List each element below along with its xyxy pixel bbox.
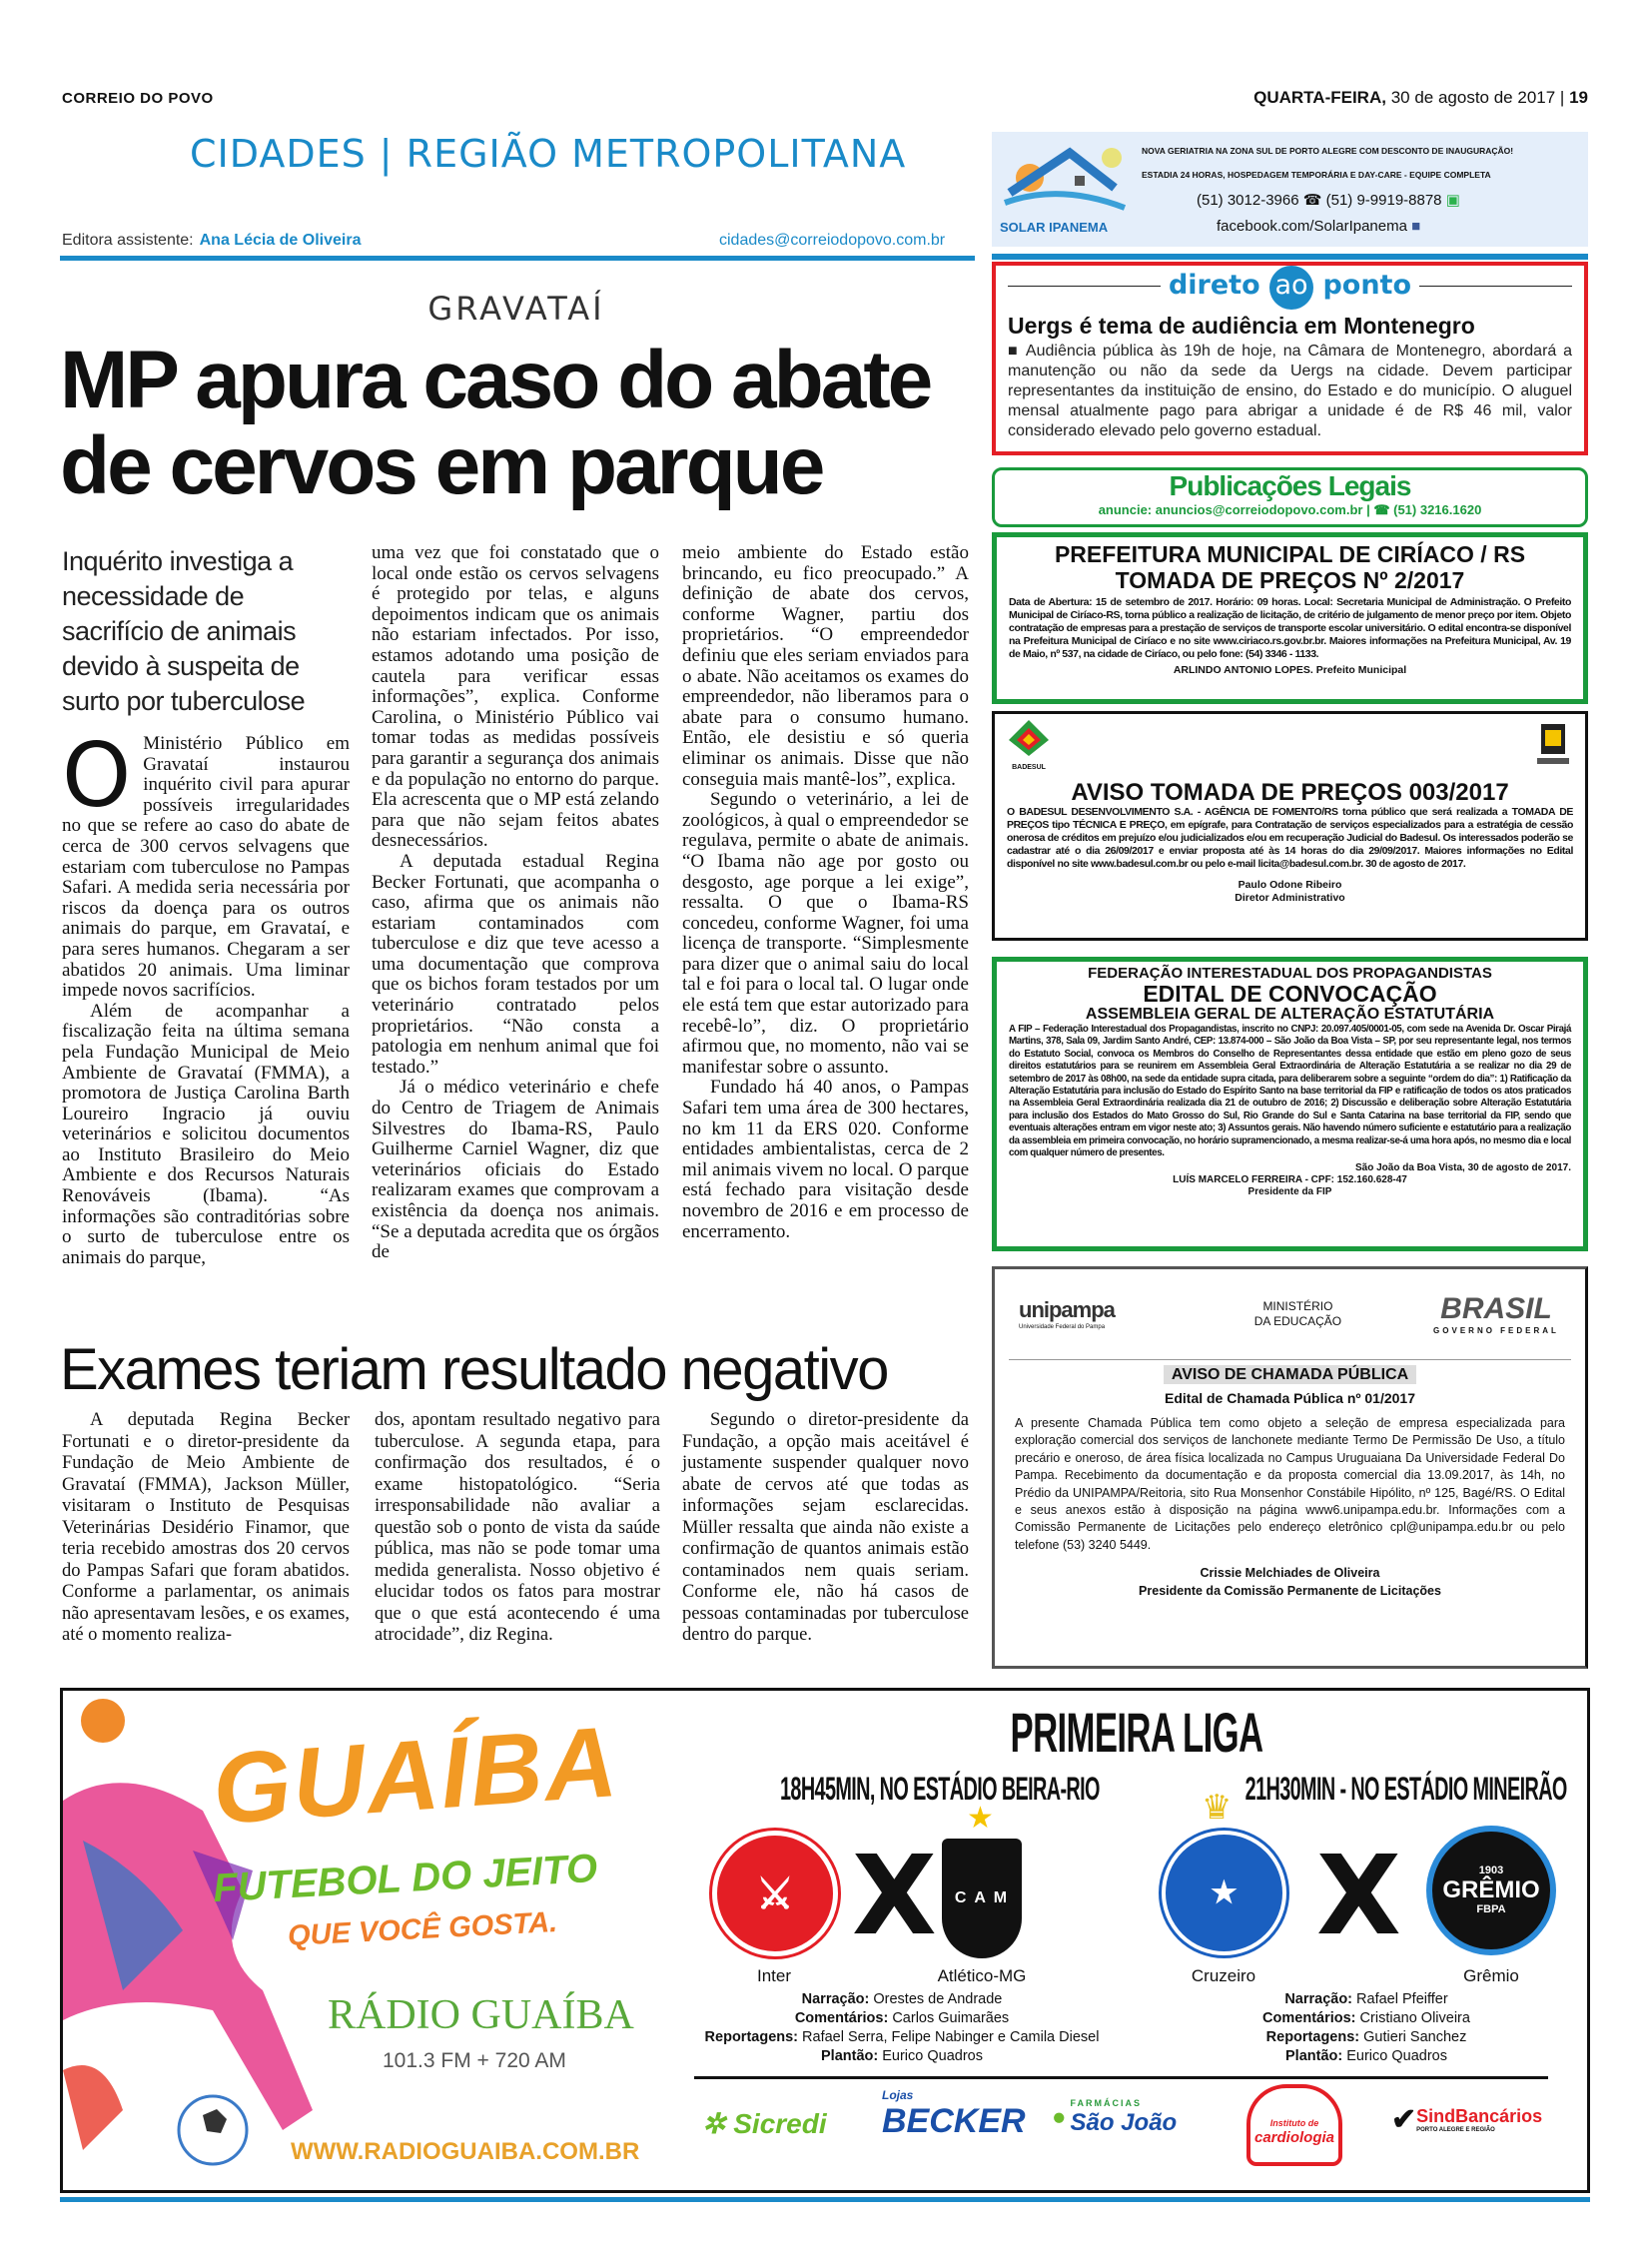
sponsor-sub: Instituto de — [1269, 2118, 1319, 2128]
notice-body: A presente Chamada Pública tem como objeto a seleção de empresa especializada para exploração comercial dos serviços de lanchonete mediante Termo De Permissão De Uso, a título precário e oneroso, de área física localizada no Campus Uruguaiana Da Universidade Federal Do Pampa. Recebimento da documentação e da proposta comercial dia 13.09.2017, às 14h, no Prédio da UNIPAMPA/Reitoria, sito Rua Monsenhor Constábile Hipólito, nº 125, Bagé/RS. O Edital e seus anexos estão à disposição na página www6.unipampa.edu.br. Informações com a Comissão Permanente de Licitações pelo endereço eletrônico cpl@unipampa.edu.br ou pelo telefone (53) 3240 5449. — [1015, 1416, 1565, 1552]
editor-name: Ana Lécia de Oliveira — [199, 232, 362, 249]
cruzeiro-crest-icon: ★ — [1162, 1831, 1286, 1955]
paragraph: Fundado há 40 anos, o Pampas Safari tem uma área de 300 hectares, no km 11 da ERS 020. Conforme entidades ambientalistas, cerca de 2 mil animais vivem no local. O parque está fechado para visitação desde novembro de 2016 e em processo de encerramento. — [682, 1077, 969, 1242]
match-time: 18H45MIN, NO ESTÁDIO BEIRA-RIO — [780, 1771, 1100, 1807]
guaiba-slogan-1: FUTEBOL DO JEITO — [212, 1846, 599, 1911]
brasil-logo — [1421, 1292, 1571, 1336]
radio-guaiba-ad[interactable] — [60, 1688, 1590, 2193]
atletico-crest-icon: C A M — [942, 1839, 1022, 1958]
signer: Paulo Odone Ribeiro — [1238, 879, 1342, 891]
check-icon: ✔ — [1391, 2103, 1417, 2136]
house-logo-icon — [1000, 138, 1130, 218]
paragraph: Segundo o veterinário, a lei de zoológicos, à qual o empreendedor se regulava, permite o abate de animais. “O Ibama não age por gosto ou desgosto, age porque a lei exige”, ressalta. O que o Ibama-RS concedeu, conforme Wagner, foi uma licença de transporte. “Simplesmente para dizer que o animal saiu do local tal e foi para o local tal. O lugar onde ele está tem que estar autorizado para recebê-lo”, diz. O proprietário afirmou que, no momento, não vai se manifestar sobre o assunto. — [682, 789, 969, 1078]
publicacoes-title: Publicações Legais — [1169, 470, 1411, 501]
notice-signature — [1007, 879, 1573, 905]
ad-phones — [1197, 192, 1460, 210]
logo-word: direto — [1168, 270, 1260, 301]
sponsor-sub: PORTO ALEGRE E REGIÃO — [1416, 2126, 1495, 2133]
team-name: Grêmio — [1463, 1966, 1519, 1985]
article-kicker: GRAVATAÍ — [427, 290, 605, 328]
credit-label: Narração: — [1284, 1991, 1353, 2007]
article-column-3 — [682, 543, 969, 1242]
team-name: Atlético-MG — [937, 1966, 1027, 1985]
article-bottom-column-1 — [62, 1410, 350, 1647]
credit-label: Plantão: — [1285, 2048, 1343, 2064]
credit-value: Carlos Guimarães — [892, 2010, 1010, 2026]
team-name: Cruzeiro — [1191, 1966, 1256, 1985]
sponsor-name: Sicredi — [733, 2108, 827, 2139]
legal-notice-badesul — [992, 711, 1588, 941]
unipampa-logo — [1009, 1297, 1115, 1331]
notice-header — [1009, 1359, 1571, 1407]
credit-value: Gutieri Sanchez — [1363, 2029, 1467, 2045]
masthead: CORREIO DO POVO — [62, 90, 214, 107]
credit-value: Rafael Serra, Felipe Nabinger e Camila Diesel — [802, 2029, 1100, 2045]
match-1-time — [682, 1771, 1122, 1807]
date: 30 de agosto de 2017 — [1390, 88, 1556, 107]
logo-text: BRASIL — [1440, 1292, 1552, 1325]
sicredi-icon: ✲ — [702, 2108, 726, 2139]
guaiba-logo: GUAÍBA — [209, 1705, 622, 1847]
phone-icon: ☎ — [1302, 192, 1322, 209]
editor-line — [62, 232, 361, 250]
notice-subtitle: ASSEMBLEIA GERAL DE ALTERAÇÃO ESTATUTÁRIA — [1085, 1006, 1495, 1023]
direto-ao-ponto-box — [992, 262, 1588, 455]
phone: (51) 9-9919-8878 — [1325, 192, 1442, 209]
page-number: 19 — [1569, 88, 1588, 107]
headline-line: de cervos em parque — [60, 420, 823, 511]
notice-title: TOMADA DE PREÇOS Nº 2/2017 — [1115, 567, 1465, 593]
signer-role: Presidente da Comissão Permanente de Licitações — [1139, 1584, 1441, 1599]
article-headline — [60, 335, 979, 511]
paragraph: meio ambiente do Estado estão brincando, eu fico preocupado.” A definição de abate dos cervos, conforme Wagner, partiu dos proprietários. “O empreendedor definiu que eles seriam enviados para o abate. Não aceitamos os exames do empreendedor, não liberamos para o abate para o consumo humano. Então, ele desistiu e só queria eliminar os animais. Disse que não conseguia mais mantê-los”, explica. — [682, 542, 969, 790]
notice-signature: ARLINDO ANTONIO LOPES. Prefeito Municipal — [1173, 664, 1407, 676]
article-bottom-column-3 — [682, 1410, 969, 1647]
ad-facebook — [1217, 218, 1420, 236]
crest-year: 1903 — [1478, 1865, 1504, 1876]
sponsor-sub: Lojas — [882, 2088, 914, 2102]
credit-value: Eurico Quadros — [882, 2048, 983, 2064]
notice-body: Data de Abertura: 15 de setembro de 2017. Horário: 09 horas. Local: Secretaria Municipal de Administração. O Prefeito Municipal de Ciríaco-RS, torna público a realização de licitação, de critério de julgamento de menor preço por item. Objeto contratação de empresas para a prestação de serviços de transporte escolar universitário. O edital encontra-se disponível na Prefeitura Municipal de Ciríaco e no site www.ciriaco.rs.gov.br.br. Maiores informações na Prefeitura Municipal, Av. 19 de Maio, nº 537, na cidade de Ciríaco, ou pelo fone: (54) 3346 - 1133. — [1009, 596, 1571, 660]
crest-text: GRÊMIO — [1442, 1876, 1540, 1903]
sponsor-cardiologia — [1246, 2084, 1342, 2166]
article-bottom-column-2 — [375, 1410, 660, 1647]
paragraph: dos, apontam resultado negativo para tuberculose. A segunda etapa, para confirmação dos resultados, é o exame histopatológico. “Seria irresponsabilidade não avaliar a questão sob o ponto de vista da saúde pública, mas não se pode tomar uma medida generalista. Nosso objetivo é elucidar todos os fatos para mostrar que o que está acontecendo é uma atrocidade”, diz Regina. — [375, 1410, 660, 1645]
notice-title: AVISO TOMADA DE PREÇOS 003/2017 — [1071, 779, 1509, 806]
credit-label: Reportagens: — [704, 2029, 799, 2045]
ministry-label: MINISTÉRIO DA EDUCAÇÃO — [1253, 1299, 1342, 1328]
sponsor-becker — [882, 2088, 1026, 2140]
match-2-credits — [1147, 1990, 1586, 2066]
crest-sub: FBPA — [1476, 1903, 1506, 1915]
phone: (51) 3012-3966 — [1197, 192, 1299, 209]
sponsor-name: BECKER — [882, 2102, 1026, 2140]
badesul-logo-icon — [1007, 718, 1051, 758]
notice-body: A FIP – Federação Interestadual dos Propagandistas, inscrito no CNPJ: 20.097.405/0001-05, com sede na Avenida Dr. Oscar Pirajá Martins, 378, Sala 09, Jardim Santo André, CEP: 13.874-000 – São João da Boa Vista – SP, por seu representante legal, nos termos do Estatuto Social, convoca os Membros do Conselho de Representantes dessa entidade que estão em pleno gozo de seus direitos estatutários para se reunirem em Assembleia Geral Extraordinária de Alteração Estatutária a se realizar no dia 29 de setembro de 2017 às 08h00, na sede da entidade supra citada, para deliberarem sobre a seguinte “ordem do dia”: 1) Ratificação da Alteração Estatutária para inclusão do Estado do Espírito Santo na base territorial da FIP e ratificação de todos os atos praticados na Assembleia Geral Extraordinária realizada dia 21 de outubro de 2016; 2) Discussão e deliberação sobre Alteração Estatutária para inclusão dos Estados do Mato Grosso do Sul, Rio Grande do Sul e Santa Catarina na base territorial da FIP, sendo que eventuais alterações entram em vigor neste ato; 3) Assuntos gerais. Não havendo número suficiente e estatutário para a realização da assembleia em primeira convocação, no horário supramencionado, a mesma realizar-se-á uma hora após, no mesmo dia e local com qualquer número de presentes. — [1009, 1024, 1571, 1159]
credit-label: Narração: — [801, 1991, 870, 2007]
headline-line: MP apura caso do abate — [60, 335, 931, 425]
divider — [60, 2197, 1590, 2202]
crown-icon: ♛ — [1202, 1789, 1233, 1827]
article-column-1 — [62, 724, 350, 1268]
notice-title: AVISO DE CHAMADA PÚBLICA — [1164, 1365, 1416, 1384]
ad-line: ESTADIA 24 HORAS, HOSPEDAGEM TEMPORÁRIA E DAY-CARE - EQUIPE COMPLETA — [1142, 170, 1491, 180]
ad-line: NOVA GERIATRIA NA ZONA SUL DE PORTO ALEGRE COM DESCONTO DE INAUGURAÇÃO! — [1142, 146, 1514, 156]
divider — [992, 254, 1588, 260]
credit-label: Reportagens: — [1265, 2029, 1360, 2045]
signer: Crissie Melchiades de Oliveira — [1200, 1566, 1380, 1581]
direto-body — [1008, 342, 1572, 441]
signer: LUÍS MARCELO FERREIRA - CPF: 152.160.628-47 — [1173, 1174, 1407, 1186]
notice-title: EDITAL DE CONVOCAÇÃO — [1143, 981, 1437, 1007]
legal-notice-fip — [992, 957, 1588, 1251]
whatsapp-icon: ▣ — [1445, 192, 1460, 209]
article-column-2 — [372, 543, 659, 1263]
logo-text: unipampa — [1019, 1297, 1115, 1322]
league-title — [682, 1701, 1591, 1765]
paragraph: Segundo o diretor-presidente da Fundação, a opção mais aceitável é justamente suspender qualquer novo abate de cervos até que todas as informações sejam esclarecidas. Müller ressalta que ainda não existe a confirmação de quantos animais estão contaminados nem quais seriam. Conforme ele, não há casos de pessoas contaminadas por tuberculose dentro do parque. — [682, 1410, 969, 1645]
notice-title: PREFEITURA MUNICIPAL DE CIRÍACO / RS — [1054, 541, 1526, 567]
direto-logo — [1008, 266, 1572, 310]
signer-role: Diretor Administrativo — [1235, 892, 1345, 904]
logo-text: BADESUL — [1012, 764, 1046, 771]
paragraph: A deputada estadual Regina Becker Fortunati, que acompanha o caso, afirma que os animais não estariam contaminados com tuberculose e diz que teve acesso a uma documentação que comprova que os bichos foram testados por um veterinário contratado pelos proprietários. “Não consta a patologia em nenhum animal que foi testado.” — [372, 850, 659, 1078]
facebook-url: facebook.com/SolarIpanema — [1217, 218, 1407, 235]
sponsor-sub: FARMÁCIAS — [1070, 2098, 1142, 2108]
star-icon: ★ — [967, 1802, 994, 1835]
credit-value: Cristiano Oliveira — [1359, 2010, 1470, 2026]
radio-url[interactable]: WWW.RADIOGUAIBA.COM.BR — [291, 2138, 640, 2165]
sponsor-sicredi — [702, 2108, 827, 2140]
radio-name: RÁDIO GUAÍBA — [328, 1992, 634, 2038]
paragraph: Já o médico veterinário e chefe do Centro de Triagem de Animais Silvestres do Ibama-RS, Paulo Guilherme Carniel Wagner, diz que veterinários oficiais do Estado realizaram exames que comprovam a existência da doença nos animais. “Se a deputada acredita que os órgãos de — [372, 1077, 659, 1263]
publicacoes-legais-header — [992, 467, 1588, 527]
badesul-logo — [1007, 718, 1051, 780]
notice-signature — [1009, 1564, 1571, 1600]
article-deck: Inquérito investiga a necessidade de sacrifício de animais devido à suspeita de surto por tuberculose — [62, 546, 306, 716]
weekday: QUARTA-FEIRA, — [1253, 88, 1386, 107]
paragraph: uma vez que foi constatado que o local onde estão os cervos selvagens é protegido por telas, e alguns depoimentos indicam que os animais não estariam infectados. Por isso, estamos adotando uma posição de cautela para verificar essas informações”, explica. Conforme Carolina, o Ministério Público vai tomar todas as medidas possíveis para garantir a segurança dos animais e da população no entorno do parque. Ela acrescenta que o MP está zelando para que não sejam feitos abates desnecessários. — [372, 542, 659, 852]
credit-value: Orestes de Andrade — [873, 1991, 1003, 2007]
bullet-icon: ■ — [1008, 343, 1026, 360]
credit-label: Comentários: — [794, 2010, 889, 2026]
notice-org: FEDERAÇÃO INTERESTADUAL DOS PROPAGANDISTAS — [1088, 965, 1492, 982]
editor-label: Editora assistente: — [62, 232, 194, 249]
inter-crest-icon: ⚔ — [712, 1831, 838, 1956]
sponsor-sindbancarios — [1391, 2102, 1542, 2137]
body-text: Audiência pública às 19h de hoje, na Câmara de Montenegro, abordará a manutenção ou não da sede da Uergs na cidade. Devem participar representantes da instituição de ensino, do Estado e do município. O aluguel mensal atualmente pago para abrigar a unidade é de R$ 46 mil, valor considerado elevado pelo governo estadual. — [1008, 343, 1572, 439]
paragraph: Além de acompanhar a fiscalização feita na última semana pela Fundação Municipal de Meio Ambiente de Gravataí (FMMA), a promotora de Justiça Carolina Barth Loureiro Ingracio já ouviu veterinários e solicitou documentos ao Instituto Brasileiro do Meio Ambiente e dos Recursos Naturais Renováveis (Ibama). “As informações são contraditórias sobre o surto de tuberculose entre os animais do parque, — [62, 1000, 350, 1268]
credit-label: Comentários: — [1262, 2010, 1356, 2026]
versus-icon: X — [1316, 1832, 1401, 1959]
logo-sub: GOVERNO FEDERAL — [1433, 1326, 1559, 1335]
league-text: PRIMEIRA LIGA — [1010, 1701, 1263, 1764]
notice-logos — [1007, 718, 1573, 780]
divider — [60, 256, 975, 261]
gremio-crest-icon — [1426, 1826, 1556, 1955]
page-info — [1253, 88, 1588, 108]
credit-label: Plantão: — [821, 2048, 879, 2064]
match-time: 21H30MIN - NO ESTÁDIO MINEIRÃO — [1244, 1771, 1567, 1807]
pharmacy-icon: ● — [1052, 2103, 1067, 2131]
notice-subtitle: Edital de Chamada Pública nº 01/2017 — [1165, 1390, 1415, 1406]
logo-circle: ao — [1269, 266, 1313, 310]
legal-notice-unipampa — [992, 1266, 1588, 1669]
credit-value: Rafael Pfeiffer — [1356, 1991, 1448, 2007]
paragraph: Ministério Público em Gravataí instaurou inquérito civil para apurar possíveis irregularidades no que se refere ao caso do abate de cerca de 300 cervos selvagens que estariam com tuberculose no Pampas Safari. A medida seria necessária por riscos da doença para os outros animais do parque, em Gravataí, e para seres humanos. Chegaram a ser abatidos 20 animais. Uma liminar impede novos sacrifícios. — [62, 733, 350, 1002]
section-email[interactable]: cidades@correiodopovo.com.br — [719, 232, 946, 249]
notice-date: São João da Boa Vista, 30 de agosto de 2017. — [1354, 1162, 1571, 1174]
sponsor-name: SindBancários — [1416, 2105, 1543, 2126]
notice-logos — [1009, 1279, 1571, 1349]
direto-title: Uergs é tema de audiência em Montenegro — [1008, 313, 1475, 339]
logo-word: ponto — [1322, 270, 1412, 301]
facebook-icon: ■ — [1411, 218, 1421, 235]
article-subheading: Exames teriam resultado negativo — [60, 1337, 888, 1402]
team-name: Inter — [756, 1966, 792, 1985]
rs-coat-of-arms-icon — [1533, 718, 1573, 772]
logo-sub: Universidade Federal do Pampa — [1019, 1324, 1106, 1330]
match-1-credits — [682, 1990, 1122, 2066]
section-title: CIDADES | REGIÃO METROPOLITANA — [190, 132, 907, 176]
publicacoes-contact[interactable]: anuncie: anuncios@correiodopovo.com.br | ☎ (51) 3216.1620 — [1098, 502, 1482, 517]
guaiba-slogan-2: QUE VOCÊ GOSTA. — [287, 1905, 558, 1953]
sponsor-sao-joao — [1052, 2098, 1177, 2137]
legal-notice-ciriaco — [992, 532, 1588, 704]
divider — [694, 2076, 1548, 2079]
versus-icon: X — [852, 1832, 937, 1959]
separator: | — [1559, 88, 1565, 107]
solar-ipanema-ad[interactable] — [992, 132, 1588, 247]
notice-body: O BADESUL DESENVOLVIMENTO S.A. - AGÊNCIA DE FOMENTO/RS torna público que será realizada a TOMADA DE PREÇOS tipo TÉCNICA E PREÇO, em epígrafe, para Contratação de serviços especializados para a estratégia de cessão onerosa de créditos em prejuízo e/ou judicializados e/ou em recuperação Judicial do Badesul. Os interessados poderão se cadastrar até o dia 26/09/2017 e enviar proposta até às 14 horas do dia 29/09/2017. Maiores informações no Edital disponível no site www.badesul.com.br ou pelo e-mail licita@badesul.com.br. 30 de agosto de 2017. — [1007, 806, 1573, 870]
sponsor-name: cardiologia — [1253, 2129, 1335, 2146]
sponsor-name: São João — [1070, 2109, 1178, 2136]
radio-frequency: 101.3 FM + 720 AM — [383, 2049, 566, 2072]
solar-brand: SOLAR IPANEMA — [1000, 220, 1109, 235]
paragraph: A deputada Regina Becker Fortunati e o diretor-presidente da Fundação de Meio Ambiente de Gravataí (FMMA), Jackson Müller, visitaram o Instituto de Pesquisas Veterinárias Desidério Finamor, que teria recebido amostras dos 20 cervos do Pampas Safari que foram abatidos. Conforme a parlamentar, os animais não apresentavam lesões, e os exames, até o momento realiza- — [62, 1410, 350, 1645]
credit-value: Eurico Quadros — [1346, 2048, 1447, 2064]
signer-role: Presidente da FIP — [1247, 1186, 1332, 1198]
drop-cap: O — [62, 724, 132, 827]
